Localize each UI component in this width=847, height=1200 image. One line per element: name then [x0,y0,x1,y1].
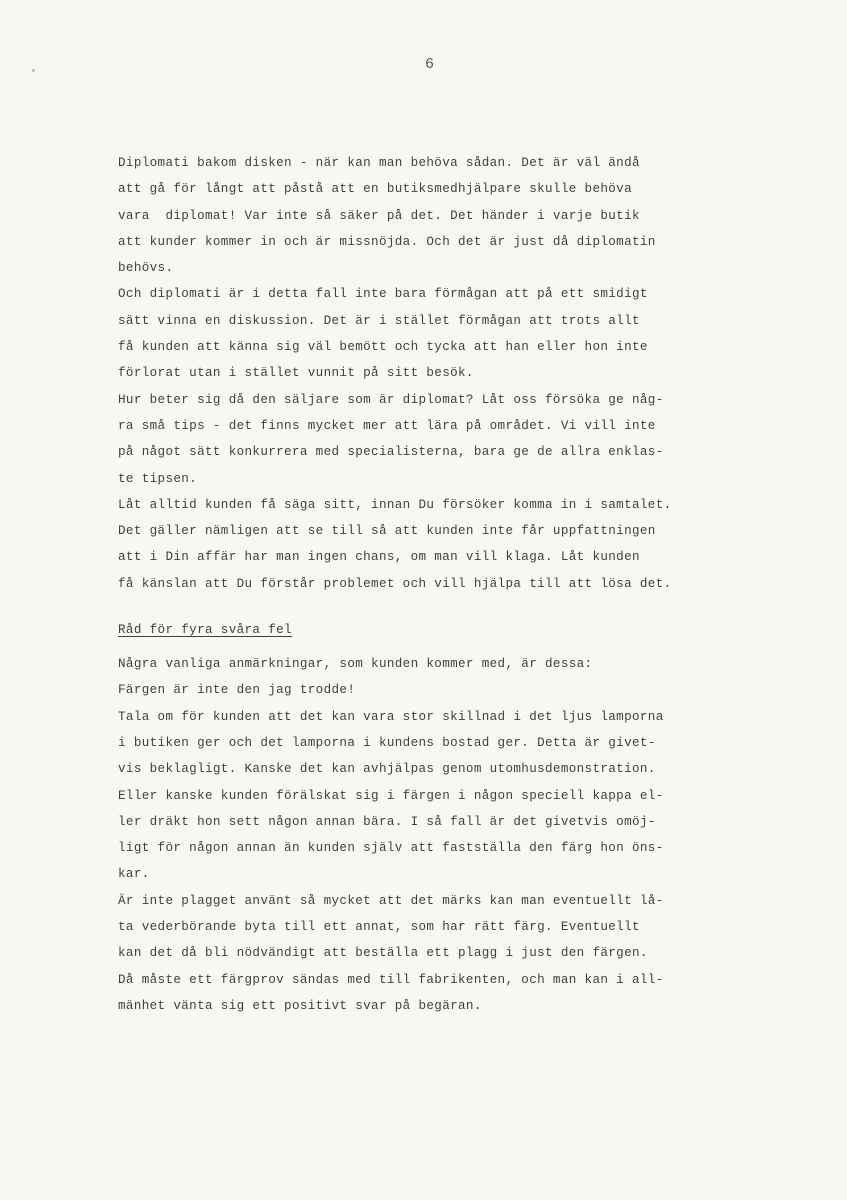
text-line: behövs. [118,261,174,276]
text-line: ra små tips - det finns mycket mer att lära på området. Vi vill inte [118,418,656,433]
text-line: Tala om för kunden att det kan vara stor skillnad i det ljus lamporna [118,709,664,724]
text-block-intro [118,150,768,597]
text-line: Hur beter sig då den säljare som är diplomat? Låt oss försöka ge någ- [118,392,664,407]
text-line: kan det då bli nödvändigt att beställa ett plagg i just den färgen. [118,946,648,961]
page-number: 6 [425,56,435,73]
text-line: Några vanliga anmärkningar, som kunden kommer med, är dessa: [118,657,593,672]
text-line: kar. [118,867,150,882]
typewritten-body [118,150,768,1019]
text-line: få känslan att Du förstår problemet och vill hjälpa till att lösa det. [118,576,672,591]
text-line: sätt vinna en diskussion. Det är i stället förmågan att trots allt [118,313,640,328]
text-line: Då måste ett färgprov sändas med till fabrikenten, och man kan i all- [118,972,664,987]
text-line: ler dräkt hon sett någon annan bära. I så fall är det givetvis omöj- [118,814,656,829]
text-line: Det gäller nämligen att se till så att kunden inte får uppfattningen [118,524,656,539]
text-line: te tipsen. [118,471,198,486]
text-line: Är inte plagget använt så mycket att det märks kan man eventuellt lå- [118,893,664,908]
text-line: Diplomati bakom disken - när kan man behöva sådan. Det är väl ändå [118,156,640,170]
text-line: att i Din affär har man ingen chans, om man vill klaga. Låt kunden [118,550,640,565]
text-line: Och diplomati är i detta fall inte bara förmågan att på ett smidigt [118,287,648,302]
text-line: mänhet vänta sig ett positivt svar på begäran. [118,998,482,1013]
text-line: ligt för någon annan än kunden själv att fastställa den färg hon öns- [118,841,664,856]
section-heading: Råd för fyra svåra fel [118,623,292,638]
text-line: att kunder kommer in och är missnöjda. Och det är just då diplomatin [118,234,656,249]
text-line: på något sätt konkurrera med specialisterna, bara ge de allra enklas- [118,445,664,460]
text-line: i butiken ger och det lamporna i kundens bostad ger. Detta är givet- [118,735,656,750]
text-line: att gå för långt att påstå att en butiksmedhjälpare skulle behöva [118,182,632,197]
text-line: Låt alltid kunden få säga sitt, innan Du försöker komma in i samtalet. [118,497,672,512]
text-line: få kunden att känna sig väl bemött och tycka att han eller hon inte [118,340,648,355]
text-line: Eller kanske kunden förälskat sig i färgen i någon speciell kappa el- [118,788,664,803]
text-line: förlorat utan i stället vunnit på sitt besök. [118,366,474,381]
text-line: Färgen är inte den jag trodde! [118,683,356,698]
text-line: vis beklagligt. Kanske det kan avhjälpas genom utomhusdemonstration. [118,762,656,777]
text-line: ta vederbörande byta till ett annat, som har rätt färg. Eventuellt [118,920,640,935]
paper-speck [32,69,35,72]
text-line: vara diplomat! Var inte så säker på det. Det händer i varje butik [118,208,640,223]
text-block-advice [118,651,768,1019]
